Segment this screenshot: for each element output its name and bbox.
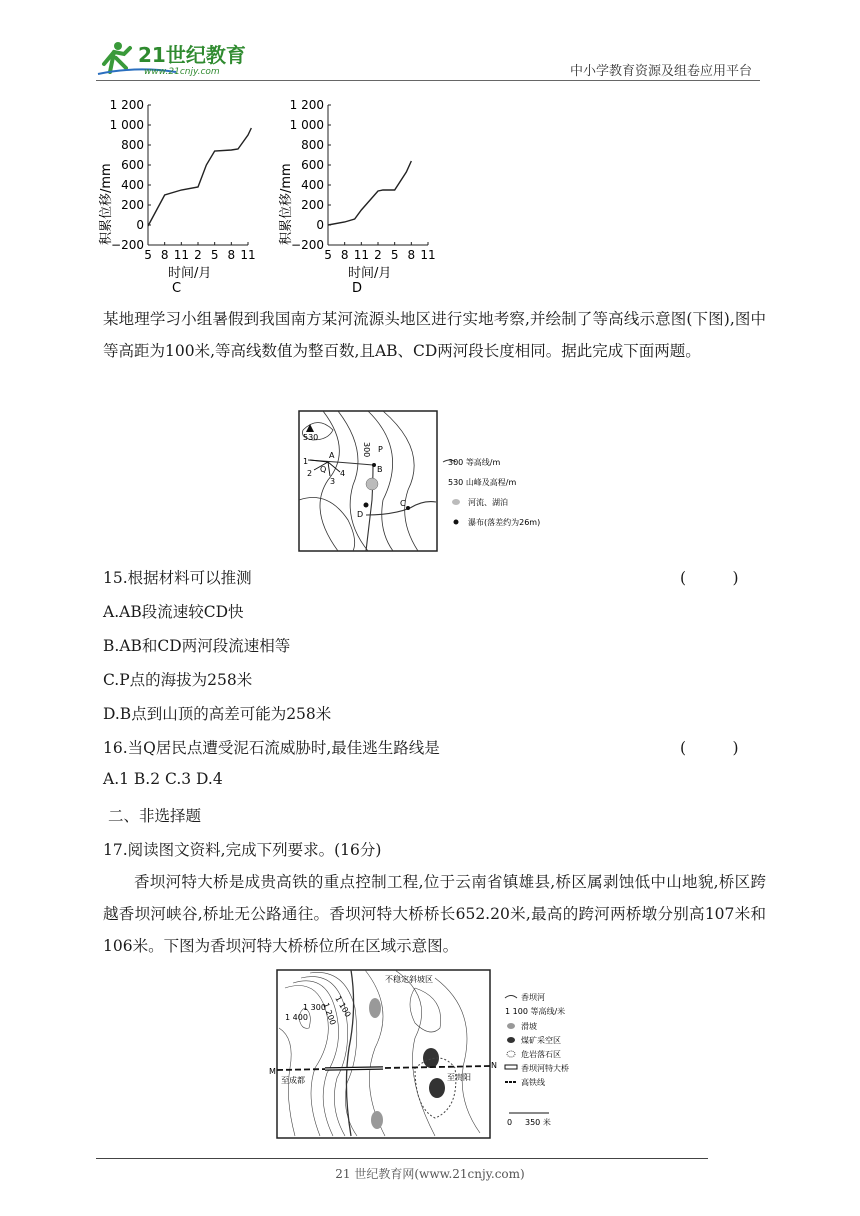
svg-text:香坝河特大桥: 香坝河特大桥 xyxy=(521,1064,569,1073)
q17-body: 香坝河特大桥是成贵高铁的重点控制工程,位于云南省镇雄县,桥区属剥蚀低中山地貌,桥区跨越香坝河峡谷,桥址无公路通往。香坝河特大桥桥长652.20米,最高的跨河两桥墩分别高107米和106米。下图为香坝河特大桥桥位所在区域示意图。 xyxy=(103,873,766,955)
site-logo xyxy=(96,38,266,78)
svg-text:滑坡: 滑坡 xyxy=(521,1022,537,1031)
svg-text:350 米: 350 米 xyxy=(525,1118,551,1127)
bridge-region-map xyxy=(265,968,585,1143)
y-tick-label: 400 xyxy=(301,178,324,192)
svg-text:高铁线: 高铁线 xyxy=(521,1078,545,1087)
series-line xyxy=(328,161,411,225)
label-p: P xyxy=(378,445,383,454)
y-tick-label: 1 200 xyxy=(289,98,324,112)
label-q: Q xyxy=(320,465,327,474)
footer-divider xyxy=(96,1158,708,1159)
y-tick-label: 400 xyxy=(121,178,144,192)
svg-text:河流、湖泊: 河流、湖泊 xyxy=(468,498,508,507)
y-tick-label: 800 xyxy=(301,138,324,152)
x-tick-label: 8 xyxy=(227,248,236,262)
contour-map-1 xyxy=(298,410,568,555)
svg-text:瀑布(落差约为26m): 瀑布(落差约为26m) xyxy=(468,518,541,527)
point-n: N xyxy=(491,1061,497,1070)
chart-c-xlabel: 时间/月 xyxy=(168,266,212,281)
x-tick-label: 2 xyxy=(194,248,202,262)
section-heading: 二、非选择题 xyxy=(108,807,202,825)
y-tick-label: 0 xyxy=(136,218,144,232)
x-tick-label: 11 xyxy=(420,248,436,262)
x-tick-label: 5 xyxy=(324,248,332,262)
q15-answer-paren: ( ) xyxy=(680,569,739,587)
y-tick-label: 0 xyxy=(316,218,324,232)
route-1: 1 xyxy=(303,457,309,466)
q15-option-d: D.B点到山顶的高差可能为258米 xyxy=(103,705,332,723)
chart-d xyxy=(290,98,436,262)
route-4: 4 xyxy=(340,469,346,478)
contour-1100: 1 100 xyxy=(333,994,353,1019)
label-a: A xyxy=(329,451,335,460)
x-tick-label: 5 xyxy=(210,248,219,262)
contour-300-label: 300 xyxy=(362,442,371,458)
x-tick-label: 5 xyxy=(390,248,399,262)
x-tick-label: 11 xyxy=(240,248,256,262)
header-divider xyxy=(96,80,760,81)
x-tick-label: 8 xyxy=(340,248,349,262)
svg-text:煤矿采空区: 煤矿采空区 xyxy=(521,1036,561,1045)
y-tick-label: −200 xyxy=(111,238,144,252)
q16-stem: 16.当Q居民点遭受泥石流威胁时,最佳逃生路线是 xyxy=(103,739,440,757)
chart-d-label: D xyxy=(352,281,363,295)
route-3: 3 xyxy=(330,477,336,486)
chart-d-ylabel: 积累位移/mm xyxy=(279,163,294,245)
series-line xyxy=(148,128,251,226)
y-tick-label: 600 xyxy=(301,158,324,172)
svg-text:0: 0 xyxy=(507,1118,513,1127)
y-tick-label: 800 xyxy=(121,138,144,152)
x-tick-label: 8 xyxy=(407,248,416,262)
q16-answer-paren: ( ) xyxy=(680,739,739,757)
y-tick-label: 1 200 xyxy=(109,98,144,112)
y-tick-label: 1 000 xyxy=(109,118,144,132)
svg-text:危岩落石区: 危岩落石区 xyxy=(521,1050,561,1059)
map2-legend xyxy=(505,992,569,1127)
x-tick-label: 8 xyxy=(160,248,169,262)
svg-text:1 100 等高线/米: 1 100 等高线/米 xyxy=(505,1007,566,1016)
logo-text: 21世纪教育 xyxy=(138,43,246,67)
logo-url: www.21cnjy.com xyxy=(144,67,220,77)
svg-text:530 山峰及高程/m: 530 山峰及高程/m xyxy=(448,478,517,487)
point-m: M xyxy=(269,1067,276,1076)
contour-1200: 1 200 xyxy=(321,1001,338,1027)
map1-legend xyxy=(443,457,540,527)
q16-options: A.1 B.2 C.3 D.4 xyxy=(103,770,223,788)
displacement-charts xyxy=(98,95,458,295)
svg-text:300 等高线/m: 300 等高线/m xyxy=(448,458,501,467)
contour-1300: 1 300 xyxy=(303,1003,326,1012)
label-c: C xyxy=(400,499,406,508)
q15-option-b: B.AB和CD两河段流速相等 xyxy=(103,637,291,655)
x-tick-label: 11 xyxy=(173,248,189,262)
q17-stem: 17.阅读图文资料,完成下列要求。(16分) xyxy=(103,841,382,859)
svg-text:香坝河: 香坝河 xyxy=(521,993,545,1002)
to-chengdu-label: 至成都 xyxy=(281,1076,305,1085)
q15-option-c: C.P点的海拔为258米 xyxy=(103,671,253,689)
unstable-slope-label: 不稳定斜坡区 xyxy=(385,975,433,984)
to-guiyang-label: 至贵阳 xyxy=(447,1073,471,1082)
q15-stem: 15.根据材料可以推测 xyxy=(103,569,252,587)
platform-name: 中小学教育资源及组卷应用平台 xyxy=(569,64,752,79)
contour-1400: 1 400 xyxy=(285,1013,308,1022)
y-tick-label: 200 xyxy=(301,198,324,212)
x-tick-label: 2 xyxy=(374,248,382,262)
chart-c-ylabel: 积累位移/mm xyxy=(99,163,114,245)
route-2: 2 xyxy=(307,469,313,478)
y-tick-label: −200 xyxy=(291,238,324,252)
map2-frame xyxy=(277,970,490,1138)
y-tick-label: 1 000 xyxy=(289,118,324,132)
label-d: D xyxy=(357,510,364,519)
y-tick-label: 600 xyxy=(121,158,144,172)
peak-value: 530 xyxy=(303,433,319,442)
y-tick-label: 200 xyxy=(121,198,144,212)
chart-c-label: C xyxy=(172,281,182,295)
x-tick-label: 5 xyxy=(144,248,152,262)
x-tick-label: 11 xyxy=(353,248,369,262)
q15-option-a: A.AB段流速较CD快 xyxy=(103,603,244,621)
chart-c xyxy=(110,98,256,262)
label-b: B xyxy=(377,465,383,474)
intro-paragraph: 某地理学习小组暑假到我国南方某河流源头地区进行实地考察,并绘制了等高线示意图(下图),图中等高距为100米,等高线数值为整百数,且AB、CD两河段长度相同。据此完成下面两题。 xyxy=(103,310,766,360)
chart-d-xlabel: 时间/月 xyxy=(348,266,392,281)
footer-text: 21 世纪教育网(www.21cnjy.com) xyxy=(335,1167,525,1181)
